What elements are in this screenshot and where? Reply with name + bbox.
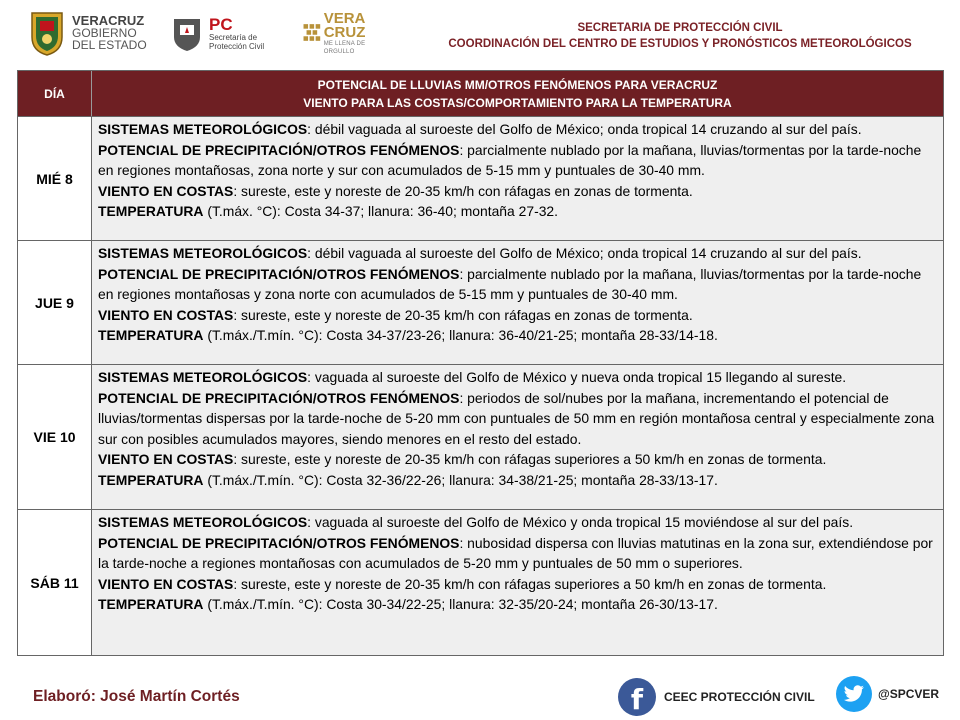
- table-row: [18, 510, 943, 655]
- label-temperatura: TEMPERATURA: [98, 203, 204, 219]
- label-temperatura: TEMPERATURA: [98, 596, 204, 612]
- text-sistemas: : vaguada al suroeste del Golfo de México y onda tropical 15 moviéndose al sur del país.: [307, 514, 854, 530]
- text-sistemas: : débil vaguada al suroeste del Golfo de México; onda tropical 14 cruzando al sur del país.: [307, 245, 862, 261]
- title-line-1: SECRETARIA DE PROTECCIÓN CIVIL: [577, 22, 783, 34]
- text-temperatura: (T.máx./T.mín. °C): Costa 32-36/22-26; llanura: 34-38/21-25; montaña 28-33/13-17.: [203, 471, 718, 488]
- gov-logo-line2: GOBIERNO: [72, 26, 137, 40]
- ver-logo-line2: CRUZ: [323, 24, 366, 41]
- pc-logo-line2: Protección Civil: [209, 41, 265, 51]
- header-day: DÍA: [18, 71, 92, 116]
- label-sistemas: SISTEMAS METEOROLÓGICOS: [98, 121, 308, 137]
- label-sistemas: SISTEMAS METEOROLÓGICOS: [98, 514, 308, 530]
- label-potencial: POTENCIAL DE PRECIPITACIÓN/OTROS FENÓMENOS: [98, 534, 460, 551]
- label-potencial: POTENCIAL DE PRECIPITACIÓN/OTROS FENÓMENOS: [98, 265, 460, 282]
- page-header: [0, 0, 960, 64]
- facebook-icon[interactable]: f: [618, 678, 656, 716]
- twitter-bird-icon[interactable]: [836, 676, 872, 712]
- page-title: [430, 20, 930, 52]
- label-viento: VIENTO EN COSTAS: [98, 575, 234, 592]
- pc-logo-abbr: PC: [209, 14, 233, 34]
- proteccion-civil-logo: [170, 10, 280, 56]
- text-potencial: : parcialmente nublado por la mañana, lluvias/tormentas por la tarde-noche en regiones montañosas y zona norte con acumulados de 5-15 mm y puntuales de 30-40 mm.: [98, 265, 922, 302]
- veracruz-government-logo: [28, 8, 160, 58]
- table-header: [18, 71, 943, 117]
- text-potencial: : nubosidad dispersa con lluvias matutinas en la zona sur, extendiéndose por la tarde-noche a regiones montañosas con acumulados de 5-20 mm y puntuales de 50 mm o superiores.: [98, 534, 933, 571]
- row-day: VIE 10: [18, 365, 92, 509]
- label-temperatura: TEMPERATURA: [98, 327, 204, 343]
- text-temperatura: (T.máx. °C): Costa 34-37; llanura: 36-40; montaña 27-32.: [203, 203, 559, 219]
- facebook-label[interactable]: CEEC PROTECCIÓN CIVIL: [664, 690, 815, 704]
- text-viento: : sureste, este y noreste de 20-35 km/h con ráfagas en zonas de tormenta.: [233, 182, 693, 199]
- text-viento: : sureste, este y noreste de 20-35 km/h con ráfagas superiores a 50 km/h en zonas de tormenta.: [233, 575, 827, 592]
- row-description: [92, 365, 943, 509]
- text-sistemas: : débil vaguada al suroeste del Golfo de México; onda tropical 14 cruzando al sur del país.: [307, 121, 862, 137]
- twitter-link[interactable]: [836, 676, 939, 712]
- twitter-label[interactable]: @SPCVER: [878, 687, 940, 701]
- veracruz-brand-logo: [302, 8, 380, 60]
- label-potencial: POTENCIAL DE PRECIPITACIÓN/OTROS FENÓMENOS: [98, 141, 460, 158]
- text-viento: : sureste, este y noreste de 20-35 km/h con ráfagas en zonas de tormenta.: [233, 306, 693, 323]
- label-viento: VIENTO EN COSTAS: [98, 451, 234, 467]
- text-sistemas: : vaguada al suroeste del Golfo de México y nueva onda tropical 15 llegando al sureste.: [307, 369, 847, 385]
- forecast-table: [17, 70, 944, 656]
- facebook-link[interactable]: [618, 678, 815, 716]
- row-description: [92, 241, 943, 364]
- pc-logo-line1: Secretaría de: [209, 32, 258, 42]
- label-sistemas: SISTEMAS METEOROLÓGICOS: [98, 245, 308, 261]
- text-potencial: : parcialmente nublado por la mañana, lluvias/tormentas por la tarde-noche en regiones montañosas, zona norte y sur con acumulados de 5-15 mm y puntuales de 30-40 mm.: [98, 141, 922, 178]
- table-row: [18, 241, 943, 365]
- state-crest-icon: [28, 9, 66, 57]
- row-description: [92, 117, 943, 240]
- label-viento: VIENTO EN COSTAS: [98, 182, 234, 199]
- text-viento: : sureste, este y noreste de 20-35 km/h con ráfagas superiores a 50 km/h en zonas de tormenta.: [233, 451, 827, 467]
- row-day: SÁB 11: [18, 510, 92, 655]
- gov-logo-line1: VERACRUZ: [72, 13, 145, 28]
- text-temperatura: (T.máx./T.mín. °C): Costa 34-37/23-26; llanura: 36-40/21-25; montaña 28-33/14-18.: [203, 327, 718, 343]
- gov-logo-line3: DEL ESTADO: [72, 38, 147, 52]
- header-description-line2: VIENTO PARA LAS COSTAS/COMPORTAMIENTO PARA LA TEMPERATURA: [303, 95, 732, 110]
- ver-logo-tagline: ME LLENA DE ORGULLO: [323, 41, 366, 55]
- label-temperatura: TEMPERATURA: [98, 471, 204, 488]
- civil-protection-emblem-icon: [170, 13, 204, 53]
- table-row: [18, 365, 943, 510]
- text-temperatura: (T.máx./T.mín. °C): Costa 30-34/22-25; llanura: 32-35/20-24; montaña 26-30/13-17.: [203, 596, 718, 612]
- header-description-line1: POTENCIAL DE LLUVIAS MM/OTROS FENÓMENOS PARA VERACRUZ: [317, 77, 718, 92]
- label-viento: VIENTO EN COSTAS: [98, 306, 234, 323]
- label-sistemas: SISTEMAS METEOROLÓGICOS: [98, 369, 308, 385]
- row-description: [92, 510, 943, 655]
- veracruz-pattern-icon: [302, 19, 322, 49]
- row-day: MIÉ 8: [18, 117, 92, 240]
- title-line-2: COORDINACIÓN DEL CENTRO DE ESTUDIOS Y PRONÓSTICOS METEOROLÓGICOS: [448, 38, 912, 50]
- author-credit: Elaboró: José Martín Cortés: [33, 688, 240, 705]
- label-potencial: POTENCIAL DE PRECIPITACIÓN/OTROS FENÓMENOS: [98, 389, 460, 406]
- text-potencial: : periodos de sol/nubes por la mañana, incrementando el potencial de lluvias/tormentas dispersas por la tarde-noche de 5-20 mm con puntuales de 50 mm en región montañosa central y especialmente zona sur con posibles acumulados mayores, siendo menores en el resto del estado.: [98, 389, 935, 447]
- row-day: JUE 9: [18, 241, 92, 364]
- header-description: [92, 71, 943, 116]
- ver-logo-line1: VERA: [323, 10, 366, 27]
- table-row: [18, 117, 943, 241]
